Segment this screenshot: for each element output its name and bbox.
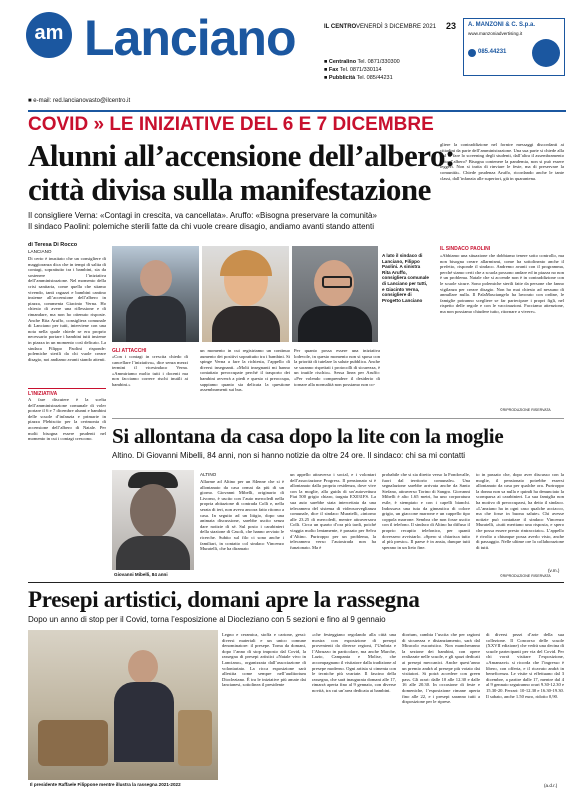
article1-kicker: COVID » LE INIZIATIVE DEL 6 E 7 DICEMBRE [28, 114, 434, 135]
article3-subhead: Dopo un anno di stop per il Covid, torna l’esposizione al Diocleziano con 5 sezioni e fino al 9 gennaio [28, 615, 386, 624]
masthead-rule [28, 110, 566, 112]
contact-row: ■ Pubblicità Tel. 085/44231 [324, 75, 393, 81]
issue-date: VENERDÌ 3 DICEMBRE 2021 [356, 24, 437, 30]
article3-col-3: diorium, cambia l’uscita che per ragioni di sicurezza e distanziamento, sarà dal Miracolo eucaristico. Non mancheranno la sezione dei bambini, con opere realizzate nelle scuole, e gli spazi dedicati ai presepi meccanici. Anche quest’anno un premio andrà al presepe più votato dai visitatori. Si potrà accedere con green pass. Gli orari: dalle 10 alle 12.30 e dalle 16 alle 20.30. In occasione di feste e domeniche, l’esposizione rimane aperta fino alle 22, e i presepi saranno tutti a disposizione per le riprese. [402, 632, 480, 705]
mayor-box-title: IL SINDACO PAOLINI [440, 246, 491, 252]
article3-signature: (a.d.r.) [544, 783, 558, 788]
article2-divider [28, 582, 564, 583]
article1-headline-2: città divisa sulla manifestazione [28, 172, 431, 207]
article3-col-2: «che festeggiano regolando alla città una mostra con esposizione di presepi provenienti da diverse regioni, l’Umbria e l’Abruzzo in particolare, ma anche Marche, Lazio, Campania e Molise, che accompagnano il visitatore dalla tradizione al presepe moderno. Ogni artista si cimenta con le tecniche più svariate. Il fascino della rassegna, che sarà inaugurata domani alle 17, rimarrà aperta fino al 9 gennaio, con diverse novità, tra cui un’area dedicata ai bambini. [312, 632, 396, 693]
article1-headline-1: Alunni all’accensione dell’albero: [28, 138, 455, 173]
am-logo: am [26, 12, 72, 58]
ad-phone: 085.44231 [478, 49, 507, 55]
mibelli-caption: Giovanni Mibelli, 84 anni [114, 572, 168, 577]
mibelli-photo [112, 470, 194, 570]
article1-subhead-2: Il sindaco Paolini: polemiche sterili fatte da chi vuole creare disagio, andiamo avanti stando attenti [28, 222, 374, 231]
article2-signature: (v.m.) [548, 568, 560, 573]
article3-col-4: di diversi pezzi d’arte della sua collezione. Il Concorso delle scuole (XXVII edizione) che vedrà una decina di scuole partecipanti per via del Covid. Per chi vorrà visitare l’esposizione, «Amanzavi» si ricorda che l’ingresso è libero, con offerta, e il ricavato andrà in beneficenza. Le visite si effettuano dal 3 dicembre, a partire dalle 17, mentre dal 4 al 9 gennaio seguiranno orari 9.30-12.30 e 15.30-20. Ferrari: 10-12.30 e 16.30-19.30. Il sabato, anche 1.50 euro, ridotto 0,90. [486, 632, 564, 699]
presepi-photo [28, 630, 218, 780]
dateline: LANCIANO [28, 249, 52, 254]
email-line: ■ e-mail: red.lancianovasto@ilcentro.it [28, 98, 131, 104]
contacts [324, 58, 400, 82]
attacks-box-body: «Con i contagi in crescita chiedo di cancellare l’iniziativa», dice senza mezzi termini il vicesindaco Verna. «Ammiriamo molto tutti i docenti ma non facciamo correre rischi inutili ai bambini.» [112, 354, 188, 387]
article2-credit: ©RIPRODUZIONE RISERVATA [500, 574, 551, 578]
article3-headline: Presepi artistici, domani apre la rassegna [28, 587, 420, 612]
article2-col-3: probabile che si sia diretto verso la Fondovalle, fuori dal territorio comunale». Una segnalazione sarebbe arrivata anche da Santo Stefano, attraverso Torino di Sangro. Giovanni Mibelli è alto 1.65 metri, ha uno corporatura esile, è stempiato e con i capelli bianchi. Indossava una tuta da ginnastica di colore grigio, un giaccone marrone e un cappello tipo coppola marrone. Sembra che non fosse uscito con il telefono. Il sindaco di Altino ha diffuso il proprio recapito telefonico, per quanti dovessero avvistarlo. «Spero si chiarisca tutto al più presto». Il paese è in ansia, dunque tutti sperano in un lieto fine. [382, 472, 470, 550]
verna-photo [112, 246, 199, 342]
article1-col-mid-1: un momento in cui registriamo un continuo aumento dei positivi soprattutto tra i bambini. Si spinge Verna a fare la richiesta, l’appello di diversi insegnanti. «Molti insegnanti mi hanno contattato preoccupate perché il trasporto dei bambini avverrà a piedi e questo ci preoccupa, sappiamo quanto sia delicata la questione assembramenti sui bus. [200, 348, 290, 393]
initiative-box [28, 388, 106, 557]
ad-logo [532, 39, 560, 67]
ad-phone-icon [468, 49, 476, 57]
article2-dateline: ALTINO [200, 472, 217, 477]
article2-col-2: un appello attraverso i social, e i volontari dell’associazione Progress. Il pensionato si è allontanato dalla propria residenza, dove vive con la moglie, alla guida di un’autovettura Fiat 500 grigio chiaro, targata EX031FS. La sua auto sarebbe stata intercettata da una telecamera del sistema di videosorveglianza comunale, dice il sindaco Muratelli, «intorno alle 23.25 di mercoledì, mentre attraversava Colli. Circa un quarto d’ora più tardi, poiché viaggia molto lentamente, è passato per Selva d’Altino. Purtroppo per un problema, la telecamera verso l’autostrada non ha funzionato. Ma è [290, 472, 376, 550]
article1-right-col-2: «Abbiamo una situazione che dobbiamo tenere sotto controllo, ma non bisogna creare allarmismi, come ha sottolineato anche il prefetto, risponde il sindaco. Andremo avanti con il programma, perché siamo certi che a scuola possono andare ed in piazza no non è un problema. Natale che si accende non è in contraddizione con le scuole sicure. Sono polemiche sterili fatte da persone che fanno vigilanza per creare disagio. Non ho mai chiesto ad nessuno di annullare nulla. Il PalaMasciangelo ha lavorato con ordine, le famiglie potranno scegliere se far partecipare i propri figli, nel rispetto delle regole e con le vaccinazioni. Facciamo attenzione, ma non possiamo chiudere tutto, ritornare a vivere». [440, 253, 564, 314]
advertising-box [463, 18, 565, 76]
attacks-box-title: GLI ATTACCHI [112, 348, 147, 354]
ad-company: A. MANZONI & C. S.p.a. [468, 22, 536, 28]
contact-row: ■ Centralino Tel. 0871/330300 [324, 59, 400, 65]
attacks-box [112, 348, 188, 414]
paolini-photo [292, 246, 378, 342]
aruffo-photo [202, 246, 289, 342]
paper-name: IL CENTRO [324, 24, 357, 30]
article2-col-4: to in passato che, dopo aver discusso con la moglie, il pensionato potrebbe essersi allontanato da casa per qualche ora. Purtroppo la donna non sa nulla e quindi ha denunciato la scomparsa ai carabinieri. La sua famiglia non ha motivo di preoccuparsi, ha detto il sindaco. «L’anziano ha in ogni caso qualche acciacco, ma che fosse in buona salute» Chi avesse notizie può contattare il sindaco Vincenzo Muratelli, «tutti meritano una risposta, e spero che possa essere presto rintracciato». L’appello è rivolto a chiunque possa averlo visto, anche di passaggio. Nelle ultime ore la collaborazione di tutti. [476, 472, 564, 550]
initiative-box-body: A fare discutere è la scelta dell’amministrazione comunale di voler portare il 6 e 7 dicembre alunni e bambini delle scuole d’infanzia e primarie in piazza Plebiscito per la cerimonia di accensione dell’albero di Natale. Per molti bisogna essere prudenti nel momento in cui i contagi crescono. [28, 397, 106, 442]
article2-col-1: Allarme ad Altino per un 84enne che si è allontanato da casa ormai da più di un giorno. Giovanni Mibelli, originario di Livorno, è uscito con l’auto mercoledì nella propria abitazione di contrada Colli e, nella serata di ieri, non aveva ancora fatto ritorno a casa. In seguito ad un litigio, dopo una animata discussione, sarebbe uscito senza dare notizie di sé. Sul posto i carabinieri della stazione di Casoli, che hanno avviato le ricerche. Subito sul filo ci sono anche i familiari, in contatto col sindaco Vincenzo Muratelli, che ha diramato [200, 479, 284, 552]
ad-site: www.manzoniadvertising.it [468, 31, 523, 36]
article2-subhead: Altino. Di Giovanni Mibelli, 84 anni, non si hanno notizie da oltre 24 ore. Il sindaco: chi sa mi contatti [112, 451, 466, 460]
initiative-box-title: L’INIZIATIVA [28, 391, 58, 397]
article1-divider [112, 418, 564, 419]
article2-headline: Si allontana da casa dopo la lite con la moglie [112, 424, 504, 448]
article1-subhead-1: Il consigliere Verna: «Contagi in crescita, va cancellata». Aruffo: «Bisogna preservare la comunità» [28, 211, 377, 220]
contact-row: ■ Fax Tel. 0871/330114 [324, 67, 382, 73]
article1-body: Di certo è inusitato che un consigliere di maggioranza dica che in tempi di salita di contagi, soprattutto tra i bambini, sia da sostenere l’iniziativa dell’amministrazione. Nel momento della crisi sanitaria, come quella che stiamo vivendo, tanti ragazzi e bambini cantino insieme all’accensione dell’albero in piazza, commenta Giacinto Verna. Ho chiesto di avere una riflessione e di rimandare, ma non ho ottenuto risposte. Anche Rita Aruffo, consigliera comunale di Lanciano per tutti, interviene con una nota nella quale chiede se era proprio necessario portare i bambini tutti insieme in piazza in un momento così delicato. La sindaca Filippo Paolini risponde: polemiche sterili da chi vuole creare disagio, noi andiamo avanti stando attenti. [28, 256, 106, 362]
presepi-caption: Il presidente Raffaele Filippone mentre illustra la rassegna 2021-2022 [30, 782, 181, 787]
section-title: Lanciano [84, 10, 296, 66]
article1-right-col-1: gliere la contraddizione nel fornire messaggi discordanti ai cittadini da parte dell’amministrazione. Una sua parte si chiede alla Asl di fare lo screening degli studenti, dall’altra il assembramento sotto l’albero? Bisogna contenere la pandemia, non si può essere leggeri. Non si tratta di rinviare le feste, ma di preservare la comunità». Chiede prudenza Aruffo, ricordando anche le tante classi, dall’infanzia alle superiori, già in quarantena. [440, 142, 564, 181]
photo-caption: A lato il sindaco di Lanciano, Filippo Paolini. A sinistra Rita Aruffo, consigliera comunale di Lanciano per tutti, e Giacinto Verna, consigliere di Progetto Lanciano [382, 253, 429, 303]
article3-col-1: Legno e ceramica, stoffa e cartone, gessi: diversi materiali e un unico comune denominatore: il presepe. Torna da domani, dopo l’anno di stop imposto dal Covid, la rassegna di presepi artistici «Natale vivo in Lanciano», organizzata dall’associazione di volontariato. La ricca esposizione sarà allestita come sempre nell’auditorium Diocleziano. È tra le iniziative più amate dai lancianesi, sottolinea il presidente [222, 632, 306, 688]
article1-credit: ©RIPRODUZIONE RISERVATA [500, 408, 551, 412]
page-number: 23 [446, 21, 457, 31]
byline: di Teresa Di Rocco [28, 242, 78, 248]
article1-col-mid-2: Per quanto possa essere una iniziativa lodevole, in questo momento non si sposa con la priorità di tutelare la salute pubblica. Anche se saranno rispettati i protocolli di sicurezza, è un inutile rischio». Sessa linea per Aruffo: «Per volendo comprendere il desiderio di tornare alla normalità non possiamo non co- [294, 348, 380, 387]
